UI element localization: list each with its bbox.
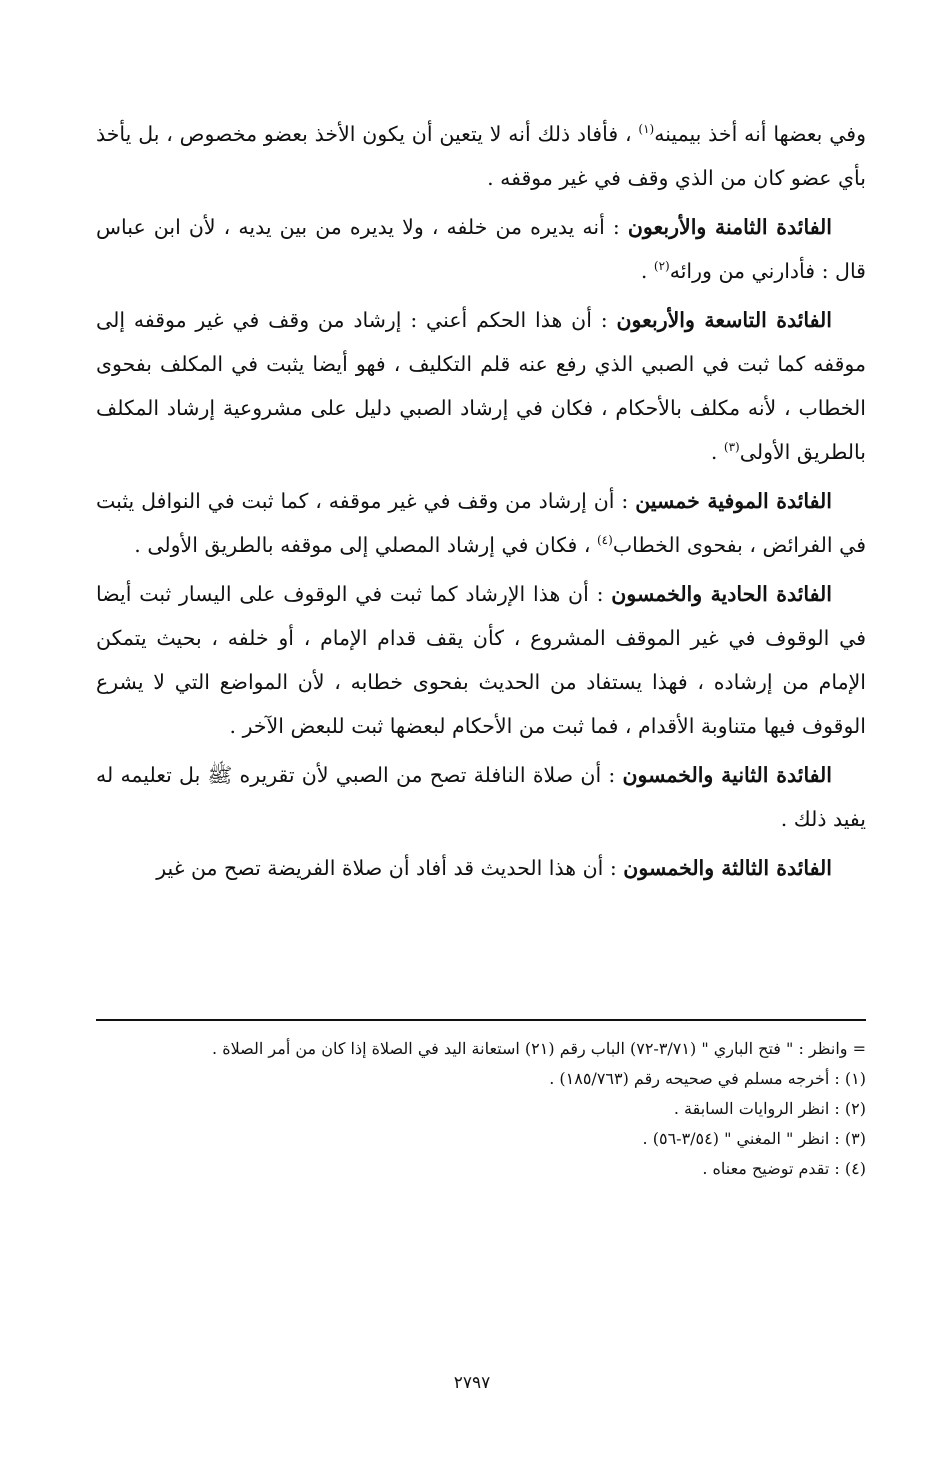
paragraph-text: : أن صلاة النافلة تصح من الصبي لأن تقريره ﷺ بل تعليمه له يفيد ذلك . <box>96 763 866 831</box>
footnote-ref-4: (٤) <box>596 533 613 548</box>
paragraph-heading: الفائدة الثالثة والخمسون <box>623 856 832 880</box>
paragraph-text: وفي بعضها أنه أخذ بيمينه <box>654 122 866 146</box>
paragraph-text: : أن هذا الحديث قد أفاد أن صلاة الفريضة تصح من غير <box>156 856 624 880</box>
footnote-continuation: = وانظر : " فتح الباري " (٣/٧١-٧٢) الباب رقم (٢١) استعانة اليد في الصلاة إذا كان من أمر الصلاة . <box>212 1039 866 1058</box>
paragraph-52 <box>96 753 866 841</box>
paragraph-text: : أن إرشاد من وقف في غير موقفه ، كما ثبت في النوافل يثبت في الفرائض ، بفحوى الخطاب <box>96 489 866 557</box>
paragraph-heading: الفائدة الموفية خمسين <box>635 489 832 513</box>
footnote-separator <box>96 1019 866 1021</box>
footnote-ref-3: (٣) <box>723 440 740 455</box>
paragraph-50 <box>96 479 866 567</box>
footnote-1: (١) : أخرجه مسلم في صحيحه رقم (١٨٥/٧٦٣) . <box>549 1069 866 1088</box>
paragraph-53 <box>96 846 866 890</box>
paragraph-heading: الفائدة الثانية والخمسون <box>622 763 832 787</box>
main-text <box>96 112 866 895</box>
paragraph-text: . <box>710 440 724 464</box>
paragraph-51 <box>96 572 866 748</box>
paragraph-text: : أن هذا الإرشاد كما ثبت في الوقوف على اليسار ثبت أيضا في الوقوف في غير الموقف المشروع ، كأن يقف قدام الإمام ، أو خلفه ، بحيث يتمكن الإمام من إرشاده ، فهذا يستفاد من الحديث بفحوى خطابه ، لأن المواضع التي لا يشرع الوقوف فيها متناوبة الأقدام ، فما ثبت من الأحكام لبعضها ثبت للبعض الآخر . <box>96 582 866 738</box>
paragraph-48 <box>96 205 866 293</box>
paragraph-text: : أنه يديره من خلفه ، ولا يديره من بين يديه ، لأن ابن عباس قال : فأدارني من ورائه <box>96 215 866 283</box>
paragraph-text: : أن هذا الحكم أعني : إرشاد من وقف في غير موقفه إلى موقفه كما ثبت في الصبي الذي رفع عنه قلم التكليف ، فهو أيضا يثبت في المكلف بفحوى الخطاب ، لأنه مكلف بالأحكام ، فكان في إرشاد الصبي دليل على مشروعية إرشاد المكلف بالطريق الأولى <box>96 308 866 464</box>
paragraph-continuation <box>96 112 866 200</box>
paragraph-heading: الفائدة الثامنة والأربعون <box>627 215 832 239</box>
footnote-4: (٤) : تقدم توضيح معناه . <box>702 1159 866 1178</box>
footnotes <box>96 1034 866 1184</box>
paragraph-49 <box>96 298 866 474</box>
paragraph-text: ، فكان في إرشاد المصلي إلى موقفه بالطريق الأولى . <box>134 533 597 557</box>
footnote-2: (٢) : انظر الروايات السابقة . <box>673 1099 866 1118</box>
page-number: ٢٧٩٧ <box>453 1373 491 1393</box>
paragraph-heading: الفائدة الحادية والخمسون <box>611 582 832 606</box>
paragraph-text: ، فأفاد ذلك أنه لا يتعين أن يكون الأخذ بعضو مخصوص ، بل يأخذ بأي عضو كان من الذي وقف في غير موقفه . <box>96 122 866 190</box>
paragraph-heading: الفائدة التاسعة والأربعون <box>616 308 832 332</box>
footnote-3: (٣) : انظر " المغني " (٣/٥٤-٥٦) . <box>642 1129 866 1148</box>
footnote-ref-1: (١) <box>638 122 655 137</box>
paragraph-text: . <box>640 259 654 283</box>
footnote-ref-2: (٢) <box>653 259 670 274</box>
